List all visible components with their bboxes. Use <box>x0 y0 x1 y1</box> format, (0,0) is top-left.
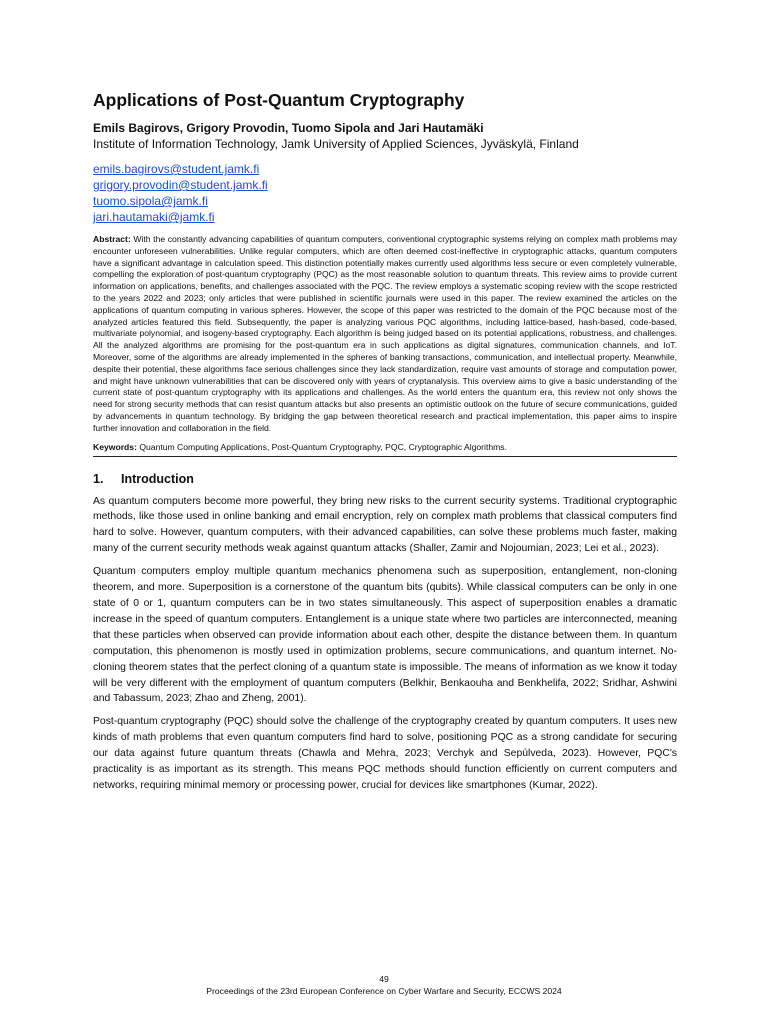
email-link[interactable]: grigory.provodin@student.jamk.fi <box>93 178 268 192</box>
email-link[interactable]: tuomo.sipola@jamk.fi <box>93 194 208 208</box>
email-link[interactable]: emils.bagirovs@student.jamk.fi <box>93 162 260 176</box>
email-list <box>93 161 677 225</box>
author-list: Emils Bagirovs, Grigory Provodin, Tuomo Sipola and Jari Hautamäki <box>93 121 484 135</box>
paper-title: Applications of Post-Quantum Cryptography <box>93 90 465 110</box>
section-title: Introduction <box>121 471 194 486</box>
proceedings-footer: Proceedings of the 23rd European Conference on Cyber Warfare and Security, ECCWS 2024 <box>206 986 562 996</box>
abstract-label: Abstract: <box>93 234 131 244</box>
affiliation: Institute of Information Technology, Jamk University of Applied Sciences, Jyväskylä, Finland <box>93 137 579 151</box>
abstract-text: With the constantly advancing capabilities of quantum computers, conventional cryptographic systems relying on complex math problems may encounter unforeseen vulnerabilities. Unlike regular computers, which are often deemed cost-ineffective in cryptographic attacks, quantum computers have a significant advantage in calculation speed. This distinction potentially makes currently used algorithms less secure or even completely vulnerable, compelling the exploration of post-quantum cryptography (PQC) as the most reasonable solution to quantum threats. This review aims to provide current information on applications, benefits, and challenges associated with the PQC. The review employs a systematic scoping review with the scope restricted to the years 2022 and 2023; only articles that were published in scientific journals were used in this paper. The review examined the articles on the applications of quantum computing in various spheres. However, the scope of this paper was restricted to the domain of the PQC because most of the analyzed articles featured this field. Subsequently, the paper is analyzing various PQC algorithms, including lattice-based, hash-based, code-based, multivariate polynomial, and isogeny-based cryptography. Each algorithm is being judged based on its potential applications, robustness, and challenges. All the analyzed algorithms are promising for the post-quantum era in such applications as digital signatures, communication channels, and IoT. Moreover, some of the algorithms are already implemented in the spheres of banking transactions, communication, and intellectual property. Meanwhile, despite their potential, these algorithms face serious challenges since they lack standardization, require vast amounts of storage and computation power, and might have unknown vulnerabilities that can be discovered only with years of cryptanalysis. This overview aims to give a basic understanding of the current state of post-quantum cryptography with its applications and challenges. As the world enters the quantum era, this review not only shows the need for strong security methods that can resist quantum attacks but also presents an optimistic outlook on the future of secure communications, guided by advancements in quantum technology. By bridging the gap between theoretical research and practical implementation, this paper aims to inspire further innovation and collaboration in the field. <box>93 234 677 433</box>
keywords-label: Keywords: <box>93 441 137 452</box>
body-paragraph: Post-quantum cryptography (PQC) should solve the challenge of the cryptography created by quantum computers. It uses new kinds of math problems that even quantum computers find hard to solve, positioning PQC as a strong candidate for securing our data against future quantum threats (Chawla and Mehra, 2023; Verchyk and Sepúlveda, 2023). However, PQC's practicality is as important as its strength. This means PQC methods should function efficiently on current computers and networks, requiring minimal memory or processing power, crucial for devices like smartphones (Kumar, 2022). <box>93 716 677 791</box>
paper-page <box>93 88 677 801</box>
body-paragraph: Quantum computers employ multiple quantum mechanics phenomena such as superposition, entanglement, non-cloning theorem, and more. Superposition is a cornerstone of the quantum bits (qubits). While classical computers can be only in one state of 0 or 1, quantum computers can be in two states simultaneously. This aspect of superposition enables a dramatic increase in the speed of quantum computers. Entanglement is a unique state where two particles are interconnected, meaning that these particles when observed can provide information about each other, despite the distance between them. In quantum computation, this phenomenon is mostly used in optimization problems, secure communications, and quantum internet. No-cloning theorem states that the perfect cloning of a quantum state is impossible. The means of information as we know it today will be very different with the employment of quantum computers (Belkhir, Benkaouha and Benkhelifa, 2022; Sridhar, Ashwini and Tabassum, 2023; Zhao and Zheng, 2001). <box>93 566 677 705</box>
keywords <box>93 441 677 457</box>
section-heading <box>93 471 677 488</box>
section-number: 1. <box>93 471 104 486</box>
abstract <box>93 234 677 435</box>
keywords-text: Quantum Computing Applications, Post-Quantum Cryptography, PQC, Cryptographic Algorithms. <box>136 441 507 452</box>
email-link[interactable]: jari.hautamaki@jamk.fi <box>93 210 215 224</box>
body-paragraph: As quantum computers become more powerful, they bring new risks to the current security systems. Traditional cryptographic methods, like those used in online banking and email encryption, rely on complex math problems that classical computers find hard to solve. However, quantum computers, with their advanced capabilities, can solve these problems much faster, making many of the current security methods weak against quantum attacks (Shaller, Zamir and Nojoumian, 2023; Lei et al., 2023). <box>93 495 677 555</box>
page-number: 49 <box>379 974 389 984</box>
